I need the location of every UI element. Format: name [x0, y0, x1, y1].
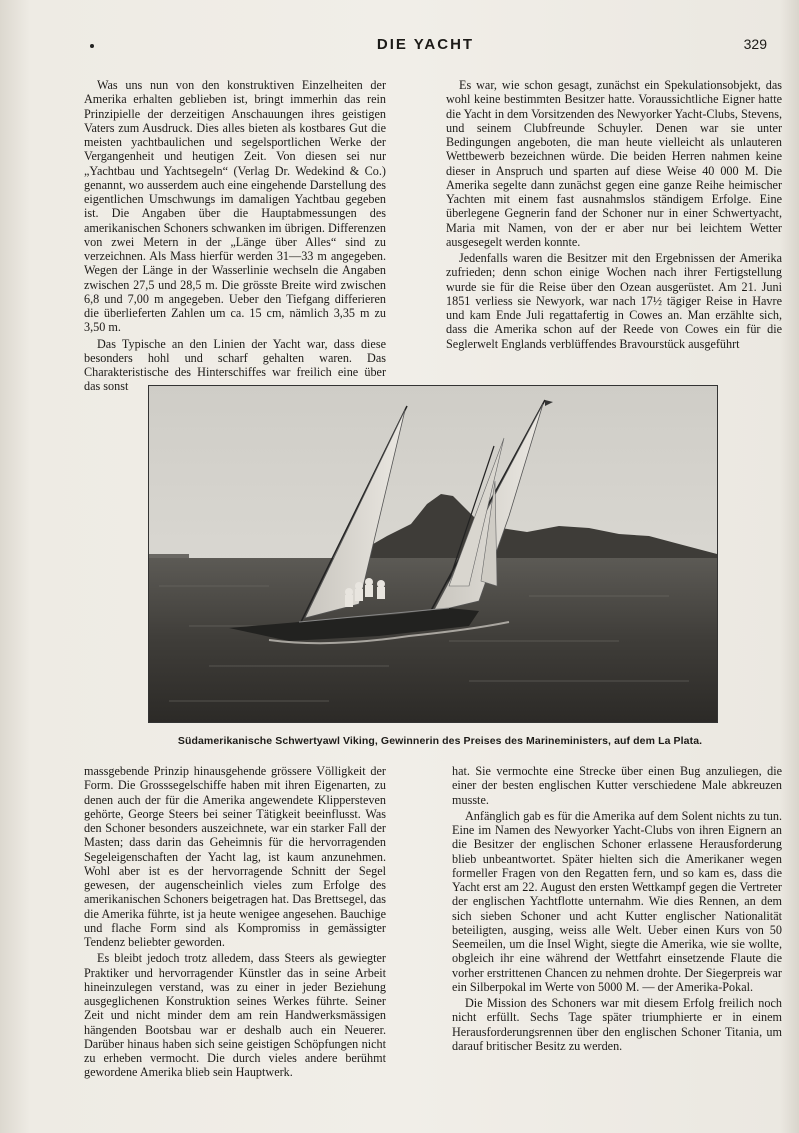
paragraph: hat. Sie vermochte eine Strecke über einen Bug anzuliegen, die einer der besten englischen Kutter verschiedene Male abkreuzen musste.: [452, 764, 782, 807]
column-bottom-left: [84, 764, 386, 1080]
column-top-right: [446, 78, 782, 351]
paragraph: Die Mission des Schoners war mit diesem Erfolg freilich noch nicht erfüllt. Sechs Tage später triumphierte er in einem Herausforderungsrennen über den englischen Schoner Titania, um darauf britischer Besitz zu werden.: [452, 996, 782, 1053]
journal-title: DIE YACHT: [376, 36, 475, 53]
paragraph: Anfänglich gab es für die Amerika auf dem Solent nichts zu tun. Eine im Namen des Newyorker Yacht-Clubs von ihren Eignern an die Besitzer der englischen Schoner erlassene Herausforderung blieb unbeantwortet. Später hielten sich die Amerikaner wegen formeller Fragen von den Regatten fern, und so kam es, dass die Yacht erst am 22. August den ersten Wettkampf gegen die Vertreter der englischen Yachtflotte unternahm. Wie dies Rennen, an dem sich sieben Schoner und acht Kutter englischer Nationalität beteiligten, ausging, weiss alle Welt. Ueber einen Kurs von 50 Seemeilen, um die Insel Wight, siegte die Amerika, wie sie wollte, obgleich ihr eine während der Wettfahrt einsetzende Flaute die vorher erstrittenen Chancen zu nehmen drohte. Der Siegerpreis war ein Silberpokal im Werte von 5000 M. — der Amerika-Pokal.: [452, 808, 782, 994]
figure-caption: Südamerikanische Schwertyawl Viking, Gewinnerin des Preises des Marineministers, auf dem La Plata.: [177, 735, 703, 747]
paragraph: Es bleibt jedoch trotz alledem, dass Steers als gewiegter Praktiker und hervorragender Künstler das in seine Arbeit hineinzulegen verstand, was zu einer in jeder Beziehung ausgeglichenen Konstruktion seines Werkes führte. Seiner Zeit und nicht minder dem am rein Handwerksmässigen hängenden Bootsbau war er deshalb auch ein Neuerer. Darüber hinaus haben sich seine geistigen Schöpfungen nicht zu erheben vermocht. Die durch vieles andere berühmt gewordene Amerika blieb sein Hauptwerk.: [84, 951, 386, 1080]
page-number: 329: [743, 36, 767, 52]
column-top-left: [84, 78, 386, 394]
paragraph: Was uns nun von den konstruktiven Einzelheiten der Amerika erhalten geblieben ist, bringt immerhin das rein Prinzipielle der derzeitigen Anschauungen ihres geistigen Vaters zum Ausdruck. Dies alles bieten als kostbares Gut die meisten yachtbaulichen und segelsportlichen Werke der Vergangenheit und heutigen Zeit. Von diesen sei nur „Yachtbau und Yachtsegeln“ (Verlag Dr. Wedekind & Co.) genannt, wo ausserdem auch eine eingehende Darstellung des eigentlichen Umschwungs im damaligen Yachtbau gegeben ist. Die Angaben über die Hauptabmessungen des amerikanischen Schoners schwanken im übrigen. Differenzen von zwei Metern in der „Länge über Alles“ sind zu verzeichnen. Als Mass hierfür werden 31—33 m angegeben. Wegen der Länge in der Wasserlinie wechseln die Angaben zwischen 27,5 und 28,5 m. Die grösste Breite wird zwischen 6,8 und 7,00 m angegeben. Ueber den Tiefgang differieren die überlieferten Zahlen um ca. 15 cm, nämlich 3,35 m zu 3,50 m.: [84, 78, 386, 335]
yacht-photo-illustration: [149, 386, 717, 722]
paragraph: massgebende Prinzip hinausgehende grössere Völligkeit der Form. Die Grosssegelschiffe haben mit ihren Eigenarten, zu denen auch der für die Amerika angewendete Klippersteven gehörte, George Steers bei seiner Tätigkeit beeinflusst. Was den Schoner besonders auszeichnete, war ein starker Fall der Masten; dass darin das Geheimnis für die hervorragenden Segeleigenschaften der Yacht lag, ist kaum anzunehmen. Wohl aber ist es der hervorragende Schnitt der Segel gewesen, der augenscheinlich vieles zum Erfolge des amerikanischen Schoners beigetragen hat. Das Brettsegel, das die Amerika führte, ist ja heute wenigee angesehen. Bauchige und flache Form sind als Kompromiss in gemässigter Tendenz beliebter geworden.: [84, 764, 386, 949]
yacht-photograph: [148, 385, 718, 723]
column-bottom-right: [452, 764, 782, 1053]
running-header: [84, 36, 767, 58]
paragraph: Es war, wie schon gesagt, zunächst ein Spekulationsobjekt, das wohl keine bestimmten Besitzer hatte. Voraussichtliche Eigner hatte die Yacht in dem Vorsitzenden des Newyorker Yacht-Clubs, Stevens, und seinem Clubfreunde Schuyler. Denen war sie unter Bedingungen angeboten, die man heute vielleicht als unlauteren Wettbewerb bezeichnen würde. Die beiden Herren nahmen keine dieser in Anspruch und sparten auf diese Weise 40 000 M. Die Amerika segelte dann zunächst gegen eine ganze Reihe heimischer Yachten mit einem fast ausnahmslos ständigem Erfolge. Eine überlegene Gegnerin fand der Schoner nur in einer Schwertyacht, Maria mit Namen, von der er aber nur bei leichtem Wetter ausgesegelt werden konnte.: [446, 78, 782, 249]
paragraph: Das Typische an den Linien der Yacht war, dass diese besonders hohl und scharf gehalten waren. Das Charakteristische des Hinterschiffes war freilich eine über das sonst: [84, 336, 386, 394]
paragraph: Jedenfalls waren die Besitzer mit den Ergebnissen der Amerika zufrieden; denn schon einige Wochen nach ihrer Fertigstellung wurde sie für die Reise über den Ozean ausgerüstet. Am 21. Juni 1851 verliess sie Newyork, war nach 17½ tägiger Reise in Havre und kam Ende Juli regattafertig in Cowes an. Man erzählte sich, dass die Amerika schon auf der Reede von Cowes ein für die Seglerwelt Englands verblüffendes Bravourstück ausgeführt: [446, 251, 782, 351]
